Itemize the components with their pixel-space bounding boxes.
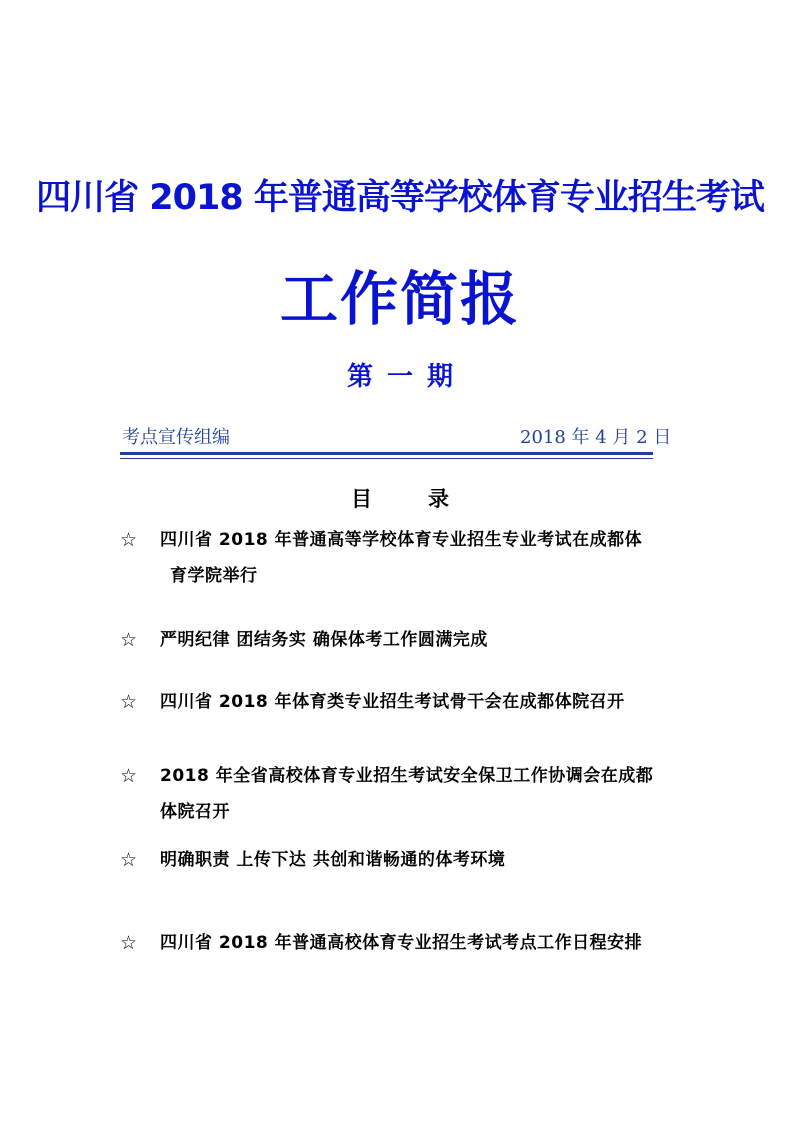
star-icon: ☆ <box>120 932 138 954</box>
bulletin-name: 工作简报 <box>279 265 520 333</box>
star-icon: ☆ <box>120 629 138 651</box>
toc-item-text: 2018 年全省高校体育专业招生考试安全保卫工作协调会在成都 <box>160 766 654 786</box>
publish-date: 2018 年 4 月 2 日 <box>520 427 672 448</box>
organizer-label: 考点宣传组编 <box>122 427 230 448</box>
toc-item-text: 四川省 2018 年普通高等学校体育专业招生专业考试在成都体 <box>160 530 643 550</box>
toc-item <box>120 848 680 872</box>
toc-item-text: 严明纪律 团结务实 确保体考工作圆满完成 <box>160 630 488 650</box>
star-icon: ☆ <box>120 691 138 713</box>
toc-heading: 目录 <box>351 487 505 511</box>
header-divider-thin <box>120 458 653 459</box>
toc-item-text: 四川省 2018 年体育类专业招生考试骨干会在成都体院召开 <box>160 692 625 712</box>
toc-item <box>120 764 680 824</box>
star-icon: ☆ <box>120 765 138 787</box>
star-icon: ☆ <box>120 529 138 551</box>
toc-item-text-continued: 体院召开 <box>160 802 230 822</box>
toc-item <box>120 931 680 955</box>
toc-item-text: 四川省 2018 年普通高校体育专业招生考试考点工作日程安排 <box>160 933 643 953</box>
toc-item <box>120 628 680 652</box>
header-divider-thick <box>120 452 653 455</box>
toc-item <box>120 690 680 714</box>
issue-number: 第一期 <box>346 362 467 392</box>
toc-item-text: 明确职责 上传下达 共创和谐畅通的体考环境 <box>160 850 506 870</box>
bulletin-title: 四川省 2018 年普通高等学校体育专业招生考试 <box>36 178 764 218</box>
toc-item <box>120 528 680 588</box>
star-icon: ☆ <box>120 849 138 871</box>
toc-item-text-continued: 育学院举行 <box>170 566 258 586</box>
